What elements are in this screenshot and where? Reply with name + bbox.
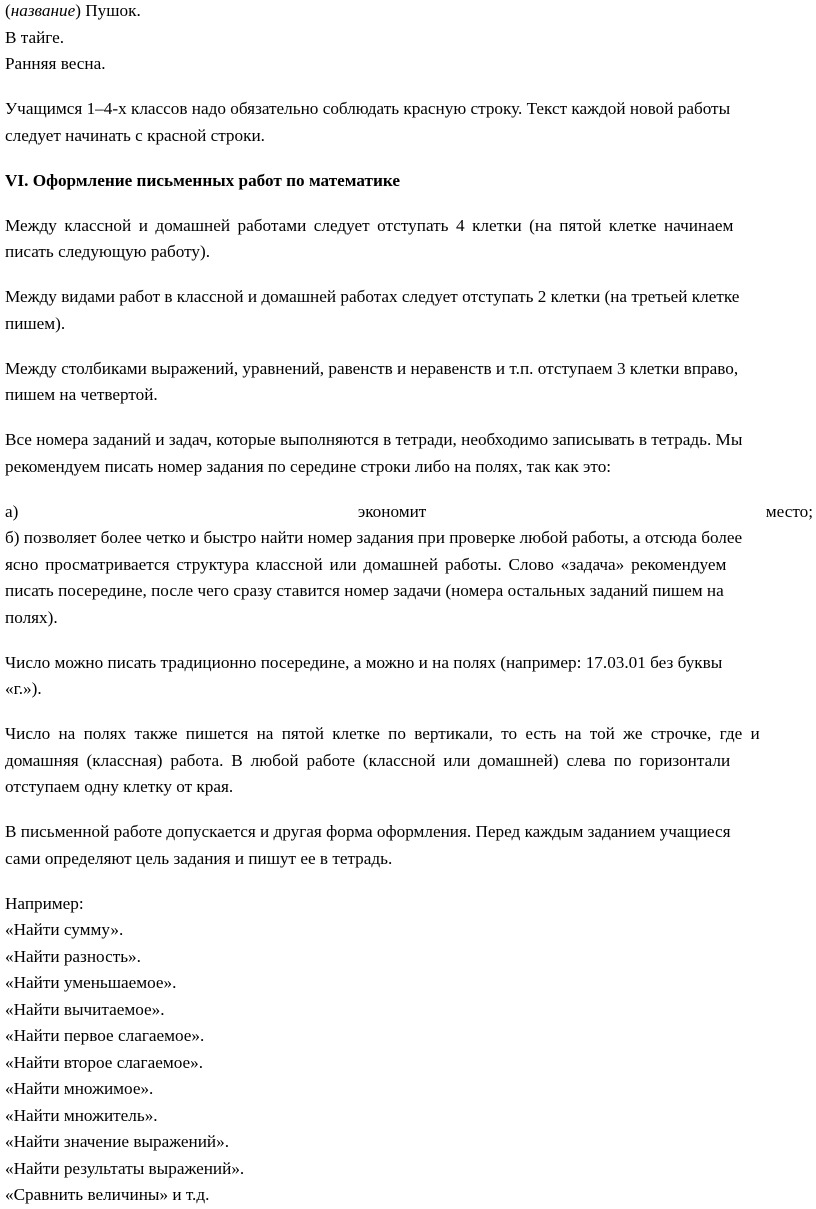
example-item: «Найти множитель».	[5, 1105, 158, 1125]
example-item: «Сравнить величины» и т.д.	[5, 1185, 210, 1204]
intro-open-paren: (	[5, 1, 11, 20]
example-item: «Найти первое слагаемое».	[5, 1026, 205, 1045]
examples-heading: Например:	[5, 893, 84, 913]
list-item-a-word: экономит	[357, 501, 427, 521]
paragraph-between-types	[5, 284, 813, 337]
list-item-b-line: ясно просматривается структура классной или домашней работы. Слово «задача» рекомендуем	[5, 554, 727, 574]
example-item: «Найти вычитаемое».	[5, 999, 165, 1019]
paragraph-line: «г.»).	[5, 679, 42, 698]
example-item: «Найти результаты выражений».	[5, 1158, 245, 1178]
paragraph-task-numbers	[5, 427, 813, 480]
paragraph-line: Число можно писать традиционно посередине, а можно и на полях (например: 17.03.01 без буквы	[5, 652, 723, 672]
example-item: «Найти сумму».	[5, 920, 124, 939]
example-item: «Найти значение выражений».	[5, 1132, 230, 1151]
paragraph-line: Число на полях также пишется на пятой клетке по вертикали, то есть на той же строчке, где и	[5, 724, 760, 743]
intro-italic-word: название	[10, 1, 76, 20]
list-marker-a: а)	[5, 501, 19, 521]
intro-line-3: Ранняя весна.	[5, 54, 106, 73]
paragraph-line: Все номера заданий и задач, которые выполняются в тетради, необходимо записывать в тетрадь. Мы	[5, 430, 743, 449]
list-item-b-line: полях).	[5, 607, 58, 627]
paragraph-line: сами определяют цель задания и пишут ее в тетрадь.	[5, 848, 393, 868]
list-item-b-line: писать посередине, после чего сразу ставится номер задачи (номера остальных заданий пишем на	[5, 581, 724, 600]
paragraph-line: писать следующую работу).	[5, 242, 211, 261]
paragraph-line: отступаем одну клетку от края.	[5, 777, 234, 796]
examples-block	[5, 891, 813, 1209]
intro-title-line	[5, 0, 813, 25]
paragraph-line: домашняя (классная) работа. В любой работе (классной или домашней) слева по горизонтали	[5, 750, 731, 770]
paragraph-line: Между столбиками выражений, уравнений, равенств и неравенств и т.п. отступаем 3 клетки вправо,	[5, 358, 739, 378]
paragraph-line: следует начинать с красной строки.	[5, 125, 265, 145]
section-heading: VI. Оформление письменных работ по математике	[5, 170, 400, 190]
intro-line-2: В тайге.	[5, 27, 65, 47]
intro-title-text: ) Пушок.	[75, 1, 141, 20]
paragraph-line: рекомендуем писать номер задания по середине строки либо на полях, так как это:	[5, 456, 612, 476]
paragraph-other-form	[5, 819, 813, 872]
paragraph-line: Учащимся 1–4-х классов надо обязательно соблюдать красную строку. Текст каждой новой работы	[5, 99, 731, 118]
reasons-list	[5, 499, 813, 632]
example-item: «Найти второе слагаемое».	[5, 1052, 204, 1072]
example-item: «Найти уменьшаемое».	[5, 973, 177, 992]
paragraph-line: пишем на четвертой.	[5, 385, 158, 404]
paragraph-number-margin	[5, 721, 813, 801]
list-item-a-end: место;	[765, 501, 813, 521]
paragraph-number	[5, 650, 813, 703]
list-item-a	[5, 499, 813, 526]
example-item: «Найти множимое».	[5, 1079, 154, 1098]
paragraph-line: В письменной работе допускается и другая форма оформления. Перед каждым заданием учащиеся	[5, 822, 731, 841]
paragraph-line: пишем).	[5, 313, 66, 333]
paragraph-red-line	[5, 96, 813, 149]
example-item: «Найти разность».	[5, 946, 141, 966]
paragraph-line: Между классной и домашней работами следует отступать 4 клетки (на пятой клетке начинаем	[5, 215, 734, 235]
list-item-b-line: б) позволяет более четко и быстро найти номер задания при проверке любой работы, а отсюда более	[5, 528, 743, 547]
paragraph-line: Между видами работ в классной и домашней работах следует отступать 2 клетки (на третьей клетке	[5, 287, 740, 306]
paragraph-between-work	[5, 213, 813, 266]
paragraph-columns	[5, 356, 813, 409]
document-page	[5, 0, 813, 1209]
